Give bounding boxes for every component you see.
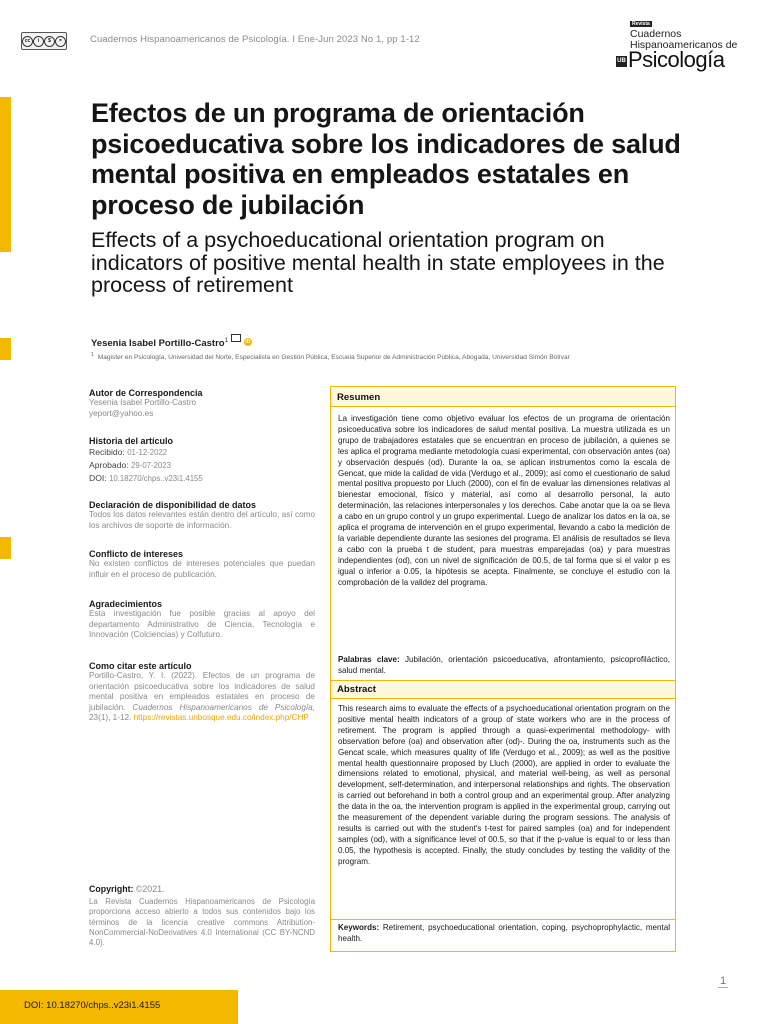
logo-line-1: Cuadernos: [630, 28, 682, 40]
conflict-block: [89, 549, 315, 580]
history-block: [89, 436, 315, 485]
received-date: 01-12-2022: [127, 448, 168, 457]
logo-line-2: Hispanoamericanos de: [630, 39, 738, 51]
acknowledgements-text: Esta investigación fue posible gracias al apoyo del departamento Administrativo de Ciencia, Tecnología e Innovación (Colciencias) y Colfuturo.: [89, 609, 315, 640]
citation-link[interactable]: https://revistas.unbosque.edu.co/index.php/CHP: [133, 713, 309, 723]
email-icon[interactable]: [231, 334, 241, 342]
nc-icon: $: [44, 36, 55, 47]
title-english: Effects of a psychoeducational orientation program on indicators of positive mental health in state employees in the process of retirement: [91, 228, 665, 297]
history-heading: Historia del artículo: [89, 436, 174, 446]
side-accent-mark: [0, 537, 11, 559]
approved-label: Aprobado:: [89, 460, 129, 470]
citation-text: [89, 671, 315, 724]
conflict-text: No existen conflictos de intereses potenciales que puedan influir en el proceso de publicación.: [89, 559, 315, 579]
affiliation-text: Magister en Psicología, Universidad del Norte, Especialista en Gestión Pública, Escuela Superior de Administración Pública, Abogada, Universidad Simón Bolívar: [97, 354, 570, 362]
palabras-clave-text: Jubilación, orientación psicoeducativa, afrontamiento, psicoprofiláctico, salud mental.: [338, 655, 670, 675]
copyright-text: La Revista Cuadernos Hispanoamericanos de Psicología proporciona acceso abierto a todos sus contenidos bajo los términos de la licencia creative commons Attribution-NonCommercial-NoDerivatives 4.0 International (CC BY-NCND 4.0).: [89, 897, 315, 948]
correspondence-heading: Autor de Correspondencia: [89, 388, 203, 398]
affiliation: [91, 352, 691, 361]
copyright-year: ©2021.: [135, 884, 165, 894]
copyright-block: [89, 884, 315, 948]
logo-mark: UB: [616, 56, 627, 67]
palabras-clave-label: Palabras clave:: [338, 655, 400, 664]
logo-line-3: Psicología: [628, 47, 725, 72]
abstract-text: This research aims to evaluate the effects of a psychoeducational orientation program on the positive mental health indicators of a group of state workers who are in the process of retirement. The program is applied through a quasi-experimental methodology- with observation before (oa) and observation after (od)-. During the oa, instruments such as the Gencat scale, which measures quality of life (Verdugo et al., 2009); as well as the positive mental health questionnaire proposed by Lluch (2000), are applied in order to evaluate the dimensions related to emotional, physical, and material well-being, as well as personal development, self-determination, and interpersonal relationships and rights. The observation is carried out beforehand in both a control group and an experimental group. After analyzing the data in the oa, the intervention program is applied in the experimental group, carrying out the measurement of the dependent variable during the program sessions. The analysis of results is carried out with the student's t-test for paired samples (oa) and for independent samples (od), with a significance level of 00.5, so that if the p-value is equal to or less than 0.05, the hypothesis is accepted. Finally, the study concludes by testing the validity of the program.: [338, 704, 670, 866]
doi-label: DOI:: [89, 473, 107, 483]
cc-icon: cc: [22, 36, 33, 47]
running-head: Cuadernos Hispanoamericanos de Psicología. I Ene-Jun 2023 No 1, pp 1-12: [90, 34, 420, 45]
copyright-heading: [89, 884, 315, 894]
palabras-clave: [338, 655, 670, 677]
approved-line: [89, 459, 315, 472]
logo-tag: Revista: [632, 21, 650, 27]
journal-logo: [616, 20, 738, 72]
keywords-text: Retirement, psychoeducational orientation, coping, psychoprophylactic, mental health.: [338, 923, 670, 943]
side-accent-bar: [0, 97, 11, 252]
resumen-heading: Resumen: [331, 389, 675, 407]
data-availability-text: Todos los datos relevantes están dentro del artículo, así como los archivos de soporte de información.: [89, 510, 315, 530]
by-icon: i: [33, 36, 44, 47]
citation-volume: 23(1), 1-12.: [89, 713, 132, 723]
doi-value[interactable]: 10.18270/chps..v23i1.4155: [109, 474, 203, 483]
affiliation-number: 1: [91, 352, 95, 358]
correspondence-email[interactable]: yeport@yahoo.es: [89, 408, 154, 418]
citation-heading: Como citar este artículo: [89, 661, 192, 671]
section-divider: [331, 919, 675, 920]
author-sup: 1: [224, 337, 228, 344]
cc-license-badge: [21, 32, 67, 50]
side-accent-mark: [0, 338, 11, 360]
nd-icon: =: [55, 36, 66, 47]
data-availability-block: [89, 500, 315, 531]
page-number: 1: [720, 975, 727, 987]
title-spanish: Efectos de un programa de orientación psicoeducativa sobre los indicadores de salud mental positiva en empleados estatales en proceso de jubilación: [91, 98, 681, 220]
citation-block: [89, 661, 315, 724]
abstract-heading: Abstract: [331, 681, 675, 699]
correspondence-block: [89, 388, 315, 419]
conflict-heading: Conflicto de intereses: [89, 549, 184, 559]
approved-date: 29-07-2023: [131, 461, 171, 470]
abstract-box: [330, 386, 676, 952]
keywords-label: Keywords:: [338, 923, 380, 932]
keywords: [338, 923, 670, 945]
acknowledgements-block: [89, 599, 315, 641]
author-name: Yesenia Isabel Portillo-Castro: [91, 338, 225, 349]
copyright-label: Copyright:: [89, 884, 134, 894]
correspondence-name: Yesenia Isabel Portillo-Castro: [89, 398, 197, 407]
citation-journal: Cuadernos Hispanoamericanos de Psicología,: [132, 702, 315, 712]
footer-doi[interactable]: DOI: 10.18270/chps..v23i1.4155: [24, 1000, 161, 1011]
citation-body: Portillo-Castro, Y. I. (2022). Efectos de un programa de orientación psicoeducativa sobre los indicadores de salud mental positiva en empleados estatales en proceso de jubilación.: [89, 671, 315, 712]
acknowledgements-heading: Agradecimientos: [89, 599, 163, 609]
data-availability-heading: Declaración de disponibilidad de datos: [89, 500, 257, 510]
received-label: Recibido:: [89, 447, 125, 457]
received-line: [89, 446, 315, 459]
orcid-icon[interactable]: iD: [245, 339, 251, 345]
resumen-text: La investigación tiene como objetivo evaluar los efectos de un programa de orientación psicoeducativa sobre los indicadores de salud mental positiva. La muestra utilizada es un grupo de trabajadores estatales que se encuentran en proceso de jubilación, a quienes se les aplica el programa mediante metodología cuasi experimental, con observación antes (oa) y observación después (od). Durante la oa, se aplican instrumentos como la escala de Gencat, que mide la calidad de vida (Verdugo et al., 2009); así como el cuestionario de salud mental positiva propuesto por Lluch (2000), con el fin de evaluar las dimensiones relativas al bienestar emocional, físico y material, así como al desarrollo personal, la auto determinación, las relaciones interpersonales y los derechos. Cabe anotar que la oa se lleva a cabo en un grupo control y un grupo experimental. Luego de analizar los datos en la oa, se aplica el programa de intervención en el grupo experimental, llevando a cabo la medición de la variable dependiente durante las sesiones del programa. El análisis de resultados se lleva a cabo con la prueba t de student, para muestras emparejadas (oa) y para muestras independientes (od), con un nivel de significación de 00.5, de tal forma que si el valor p es igual o inferior a 0.05, la hipótesis se acepta. Finalmente, se concluye el estudio con la comprobación de la validez del programa.: [338, 414, 670, 587]
doi-line: [89, 472, 315, 485]
author-line: [91, 334, 252, 349]
